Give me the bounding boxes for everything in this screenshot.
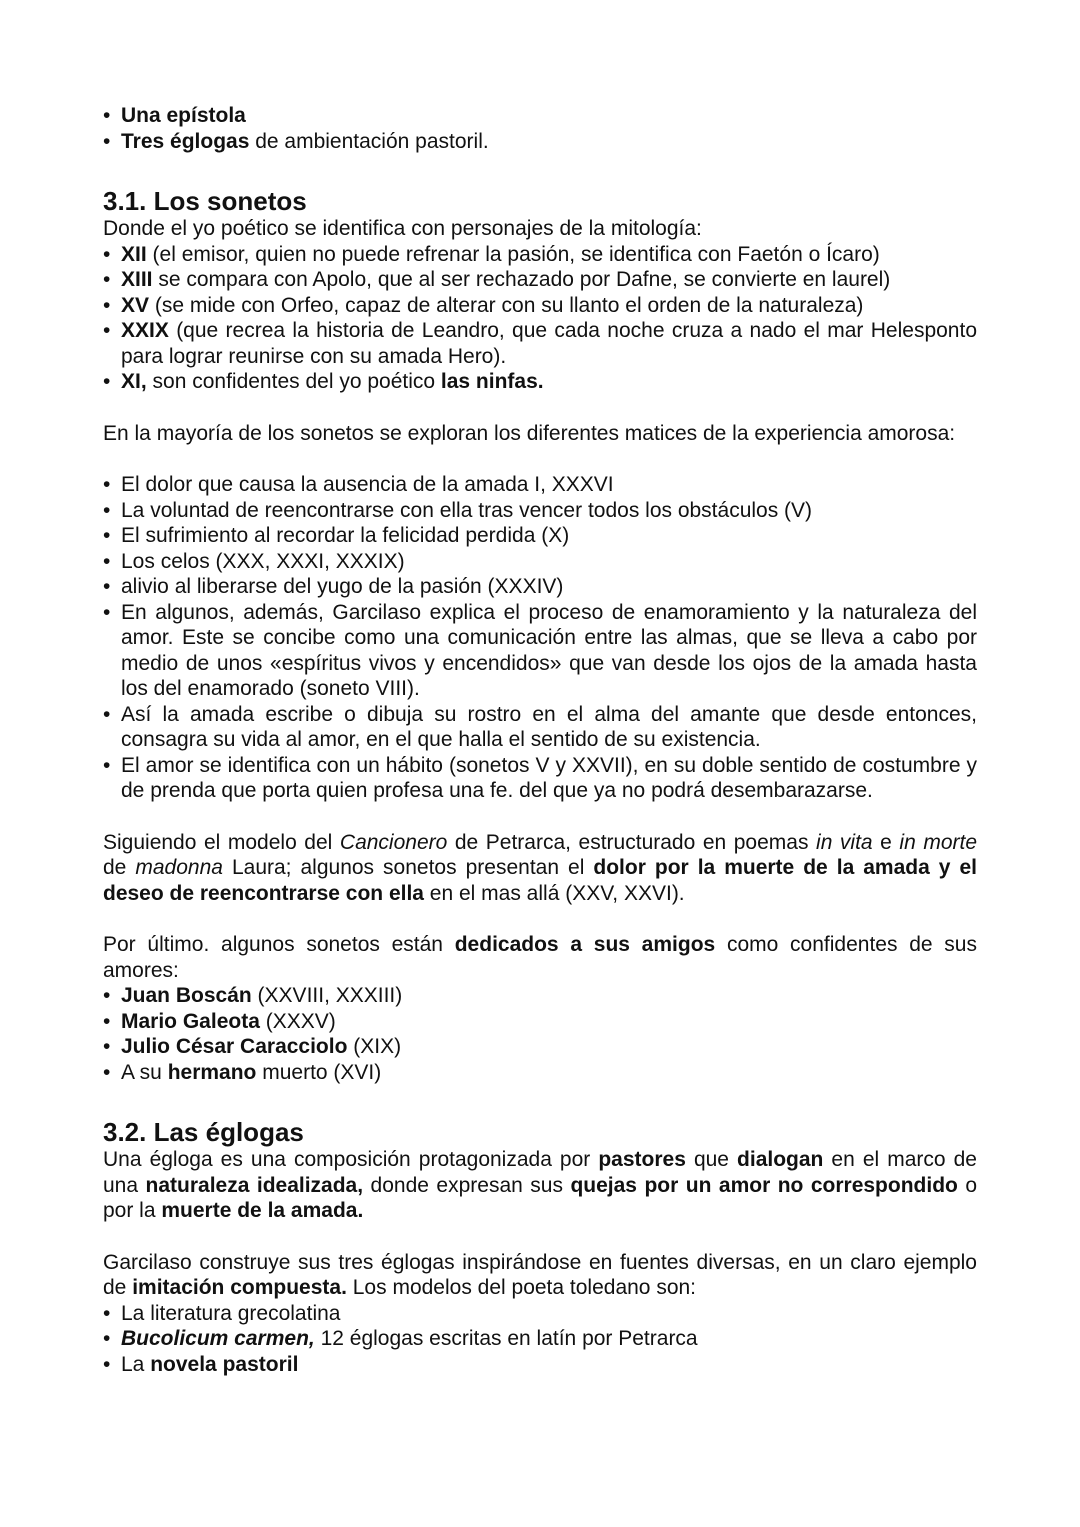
list-item: • Juan Boscán (XXVIII, XXXIII) xyxy=(103,983,977,1009)
list-item: • La voluntad de reencontrarse con ella tras vencer todos los obstáculos (V) xyxy=(103,498,977,524)
list-item: • Una epístola xyxy=(103,103,977,129)
list-item: • Julio César Caracciolo (XIX) xyxy=(103,1034,977,1060)
sonetos-lead: Donde el yo poético se identifica con personajes de la mitología: xyxy=(103,217,702,240)
list-item: • XI, son confidentes del yo poético las ninfas. xyxy=(103,369,977,395)
egloga-definition: Una égloga es una composición protagonizada por pastores que dialogan en el marco de una naturaleza idealizada, donde expresan sus quejas por un amor no correspondido o por la muerte de la amada. xyxy=(103,1148,978,1222)
list-item: • La literatura grecolatina xyxy=(103,1301,977,1327)
mayoria-paragraph: En la mayoría de los sonetos se exploran los diferentes matices de la experiencia amorosa: xyxy=(103,421,956,445)
list-item: • Los celos (XXX, XXXI, XXXIX) xyxy=(103,549,977,575)
list-item: • El dolor que causa la ausencia de la amada I, XXXVI xyxy=(103,472,977,498)
list-item: • El amor se identifica con un hábito (sonetos V y XXVII), en su doble sentido de costumbre y de prenda que porta quien profesa una fe. del que ya no podrá desembarazarse. xyxy=(103,753,977,804)
list-item: • Tres églogas de ambientación pastoril. xyxy=(103,129,977,155)
list-item: • alivio al liberarse del yugo de la pasión (XXXIV) xyxy=(103,574,977,600)
intro-list xyxy=(103,103,977,154)
list-item: • Mario Galeota (XXXV) xyxy=(103,1009,977,1035)
list-item: • La novela pastoril xyxy=(103,1352,977,1378)
list-item: • A su hermano muerto (XVI) xyxy=(103,1060,977,1086)
list-item: • Así la amada escribe o dibuja su rostro en el alma del amante que desde entonces, consagra su vida al amor, en el que halla el sentido de su existencia. xyxy=(103,702,977,753)
list-item: • XXIX (que recrea la historia de Leandro, que cada noche cruza a nado el mar Helesponto para lograr reunirse con su amada Hero). xyxy=(103,318,977,369)
petrarca-paragraph: Siguiendo el modelo del Cancionero de Petrarca, estructurado en poemas in vita e in morte de madonna Laura; algunos sonetos presentan el dolor por la muerte de la amada y el deseo de reencontrarse con ella en el mas allá (XXV, XXVI). xyxy=(103,830,978,905)
matices-list xyxy=(103,472,977,804)
amigos-list xyxy=(103,983,977,1085)
list-item: • XV (se mide con Orfeo, capaz de alterar con su llanto el orden de la naturaleza) xyxy=(103,293,977,319)
fuentes-paragraph: Garcilaso construye sus tres églogas inspirándose en fuentes diversas, en un claro ejemplo de imitación compuesta. Los modelos del poeta toledano son: xyxy=(103,1250,977,1299)
section-heading-eglogas: 3.2. Las églogas xyxy=(103,1117,304,1147)
section-heading-sonetos: 3.1. Los sonetos xyxy=(103,186,307,216)
list-item: • En algunos, además, Garcilaso explica el proceso de enamoramiento y la naturaleza del amor. Este se concibe como una comunicación entre las almas, que se lleva a cabo por medio de unos «espíritus vivos y encendidos» que van desde los ojos de la amada hasta los del enamorado (soneto VIII). xyxy=(103,600,977,702)
modelos-list xyxy=(103,1301,977,1378)
list-item: • XIII se compara con Apolo, que al ser rechazado por Dafne, se convierte en laurel) xyxy=(103,267,977,293)
mitologia-list xyxy=(103,242,977,395)
list-item: • Bucolicum carmen, 12 églogas escritas en latín por Petrarca xyxy=(103,1326,977,1352)
list-item: • El sufrimiento al recordar la felicidad perdida (X) xyxy=(103,523,977,549)
amigos-intro: Por último. algunos sonetos están dedicados a sus amigos como confidentes de sus amores: xyxy=(103,933,977,982)
list-item: • XII (el emisor, quien no puede refrenar la pasión, se identifica con Faetón o Ícaro) xyxy=(103,242,977,268)
